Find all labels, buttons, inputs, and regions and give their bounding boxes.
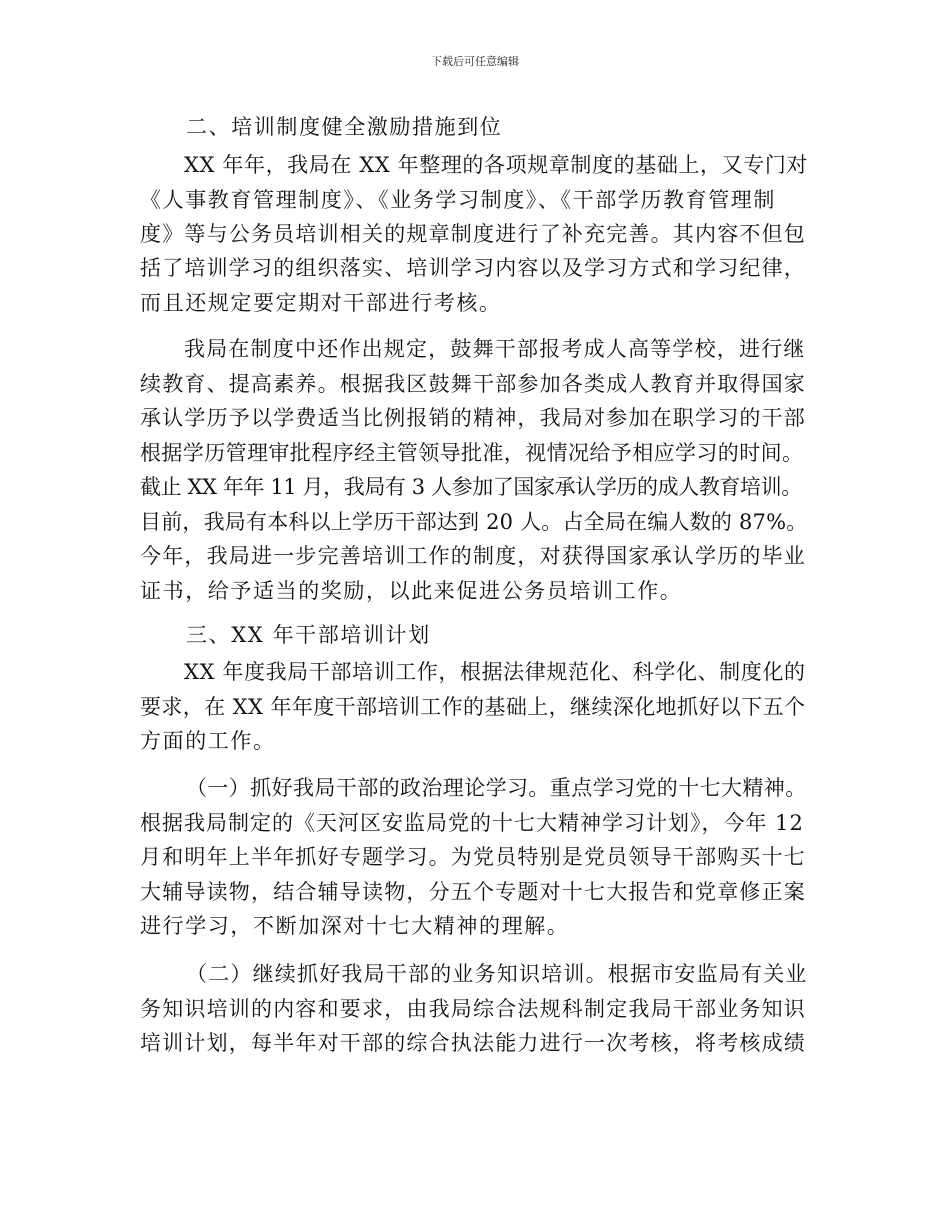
paragraph-line: 截止 XX 年年 11 月，我局有 3 人参加了国家承认学历的成人教育培训。 xyxy=(140,475,802,499)
paragraph-line: 承认学历予以学费适当比例报销的精神，我局对参加在职学习的干部 xyxy=(140,406,806,430)
paragraph-line: XX 年度我局干部培训工作，根据法律规范化、科学化、制度化的 xyxy=(184,660,806,684)
paragraph-line: 要求，在 XX 年年度干部培训工作的基础上，继续深化地抓好以下五个 xyxy=(140,695,806,719)
paragraph-line: 务知识培训的内容和要求，由我局综合法规科制定我局干部业务知识 xyxy=(140,997,806,1021)
paragraph-line: （一）抓好我局干部的政治理论学习。重点学习党的十七大精神。 xyxy=(186,776,807,800)
section-heading: 三、XX 年干部培训计划 xyxy=(186,623,431,647)
paragraph-line: 根据我局制定的《天河区安监局党的十七大精神学习计划》，今年 12 xyxy=(140,811,804,835)
paragraph-line: 大辅导读物，结合辅导读物，分五个专题对十七大报告和党章修正案 xyxy=(140,880,806,904)
paragraph-line: （二）继续抓好我局干部的业务知识培训。根据市安监局有关业 xyxy=(186,962,808,986)
paragraph-line: 续教育、提高素养。根据我区鼓舞干部参加各类成人教育并取得国家 xyxy=(140,372,806,396)
paragraph-line: 我局在制度中还作出规定，鼓舞干部报考成人高等学校，进行继 xyxy=(184,337,806,361)
paragraph-line: 月和明年上半年抓好专题学习。为党员特别是党员领导干部购买十七 xyxy=(140,845,806,869)
paragraph-line: 进行学习，不断加深对十七大精神的理解。 xyxy=(140,914,570,938)
paragraph-line: 《人事教育管理制度》、《业务学习制度》、《干部学历教育管理制 xyxy=(140,188,776,212)
paragraph-line: 而且还规定要定期对干部进行考核。 xyxy=(140,291,502,315)
paragraph-line: XX 年年，我局在 XX 年整理的各项规章制度的基础上，又专门对 xyxy=(184,153,809,177)
paragraph-line: 方面的工作。 xyxy=(140,729,276,753)
paragraph-line: 括了培训学习的组织落实、培训学习内容以及学习方式和学习纪律， xyxy=(140,256,806,280)
paragraph-line: 根据学历管理审批程序经主管领导批准，视情况给予相应学习的时间。 xyxy=(140,441,804,465)
paragraph-line: 今年，我局进一步完善培训工作的制度，对获得国家承认学历的毕业 xyxy=(140,544,806,568)
paragraph-line: 度》等与公务员培训相关的规章制度进行了补充完善。其内容不但包 xyxy=(140,222,806,246)
paragraph-line: 证书，给予适当的奖励，以此来促进公务员培训工作。 xyxy=(140,579,683,603)
section-heading: 二、培训制度健全激励措施到位 xyxy=(186,115,503,139)
paragraph-line: 培训计划，每半年对干部的综合执法能力进行一次考核，将考核成绩 xyxy=(140,1031,806,1055)
page-header-note: 下载后可任意编辑 xyxy=(431,55,519,68)
paragraph-line: 目前，我局有本科以上学历干部达到 20 人。占全局在编人数的 87%。 xyxy=(140,510,808,534)
